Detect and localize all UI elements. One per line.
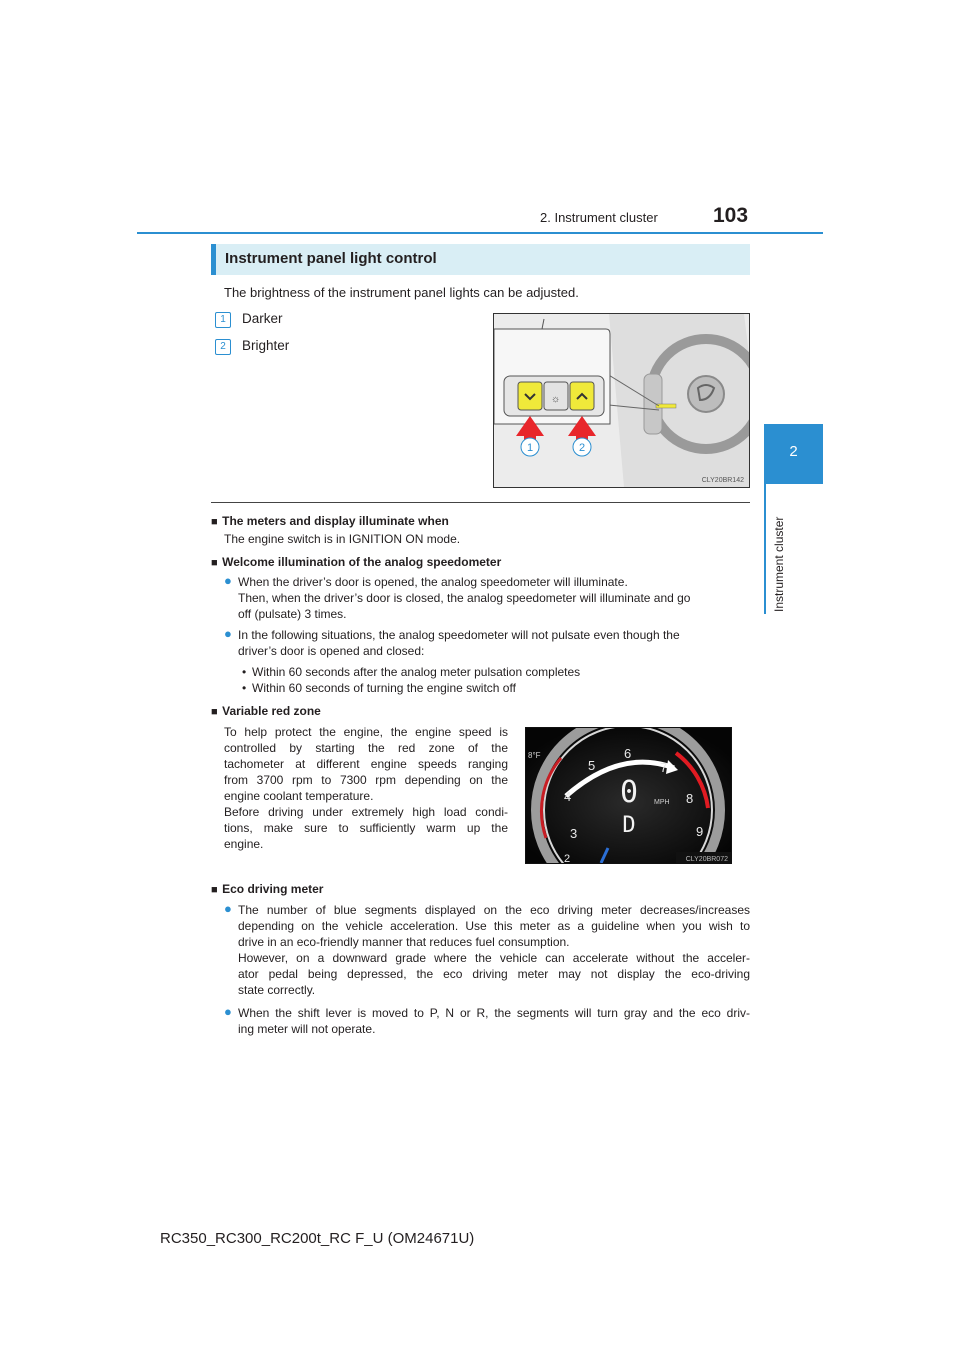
redzone-line: tions, make sure to sufficiently warm up the — [224, 821, 508, 835]
section-title-bar — [211, 244, 750, 275]
dimmer-switch-illustration — [493, 313, 750, 488]
welcome-bullet2-line2: driver’s door is opened and closed: — [238, 644, 425, 658]
redzone-line: from 3700 rpm to 7300 rpm depending on the — [224, 773, 508, 787]
bullet-dot: ● — [224, 573, 232, 588]
welcome-sub-1: Within 60 seconds after the analog meter pulsation completes — [252, 665, 581, 679]
tach-tick-9: 9 — [696, 824, 704, 839]
eco-bullet-1 — [238, 902, 750, 998]
speed-unit: MPH — [654, 799, 670, 806]
section-intro: The brightness of the instrument panel lights can be adjusted. — [224, 285, 579, 300]
note-heading-redzone: ■ Variable red zone — [211, 704, 321, 718]
redzone-line: Before driving under extremely high load condi- — [224, 805, 508, 819]
tach-tick-6: 6 — [624, 746, 632, 761]
item-number-1: 1 — [215, 312, 231, 328]
redzone-paragraph — [224, 724, 508, 852]
tach-tick-5: 5 — [588, 758, 596, 773]
eco-b1-line: state correctly. — [238, 983, 316, 997]
note-heading-welcome: ■ Welcome illumination of the analog speedometer — [211, 555, 502, 569]
tach-tick-2: 2 — [564, 853, 571, 863]
note-heading-eco-text: Eco driving meter — [222, 882, 324, 896]
welcome-bullet2-line1: In the following situations, the analog speedometer will not pulsate even though the — [238, 628, 680, 642]
redzone-line: To help protect the engine, the engine speed is — [224, 725, 508, 739]
gear-indicator: D — [622, 813, 636, 838]
welcome-bullet1-line3: off (pulsate) 3 times. — [238, 607, 347, 621]
dimmer-switch-drawing — [494, 314, 749, 487]
tach-tick-7: 7 — [660, 760, 668, 775]
figure-1-caption: CLY20BR142 — [701, 477, 744, 484]
tach-tick-4: 4 — [564, 789, 572, 804]
item-number-2: 2 — [215, 339, 231, 355]
redzone-line: engine. — [224, 837, 264, 851]
welcome-bullet1-line1: When the driver’s door is opened, the analog speedometer will illuminate. — [238, 575, 628, 589]
note-meters-text: The engine switch is in IGNITION ON mode. — [224, 532, 461, 546]
tachometer-drawing — [526, 728, 731, 863]
redzone-line: engine coolant temperature. — [224, 789, 374, 803]
page-number: 103 — [713, 204, 749, 227]
callout-1: 1 — [526, 442, 534, 454]
callout-2: 2 — [578, 442, 586, 454]
svg-text:☼: ☼ — [551, 394, 561, 405]
section-title: Instrument panel light control — [225, 250, 437, 267]
bullet-dot: ● — [224, 901, 232, 916]
section-divider — [211, 502, 750, 503]
speed-readout: 0 — [619, 775, 639, 810]
redzone-line: controlled by starting the red zone of the — [224, 741, 508, 755]
tach-tick-3: 3 — [570, 826, 578, 841]
note-heading-redzone-text: Variable red zone — [222, 704, 321, 718]
sub-bullet-dot: • — [242, 681, 247, 695]
chapter-tab-label: Instrument cluster — [772, 516, 786, 612]
eco-b1-line: However, on a downward grade where the vehicle can accelerate without the acceler- — [238, 951, 750, 965]
item-label-darker: Darker — [242, 311, 283, 326]
eco-b1-line: ator pedal being depressed, the eco driving meter may not display the eco-driving — [238, 967, 750, 981]
running-header-section: 2. Instrument cluster — [540, 210, 658, 225]
eco-bullet-2 — [238, 1005, 750, 1037]
note-heading-meters: ■ The meters and display illuminate when — [211, 514, 449, 528]
item-label-brighter: Brighter — [242, 338, 290, 353]
eco-b1-line: drive in an eco-friendly manner that reduces fuel consumption. — [238, 935, 570, 949]
eco-b2-line: When the shift lever is moved to P, N or R, the segments will turn gray and the eco driv- — [238, 1006, 750, 1020]
note-heading-welcome-text: Welcome illumination of the analog speedometer — [222, 555, 502, 569]
bullet-dot: ● — [224, 1004, 232, 1019]
footer-model-code: RC350_RC300_RC200t_RC F_U (OM24671U) — [160, 1230, 475, 1247]
figure-2-caption: CLY20BR072 — [685, 856, 728, 863]
tachometer-illustration — [525, 727, 732, 864]
eco-b1-line: depending on the vehicle acceleration. Use this meter as a guideline when you wish to — [238, 919, 750, 933]
chapter-tab: 2 — [764, 424, 823, 484]
tach-tick-8: 8 — [686, 791, 694, 806]
redzone-line: tachometer at different engine speeds ranging — [224, 757, 508, 771]
note-heading-meters-text: The meters and display illuminate when — [222, 514, 449, 528]
eco-b1-line: The number of blue segments displayed on the eco driving meter decreases/increases — [238, 903, 750, 917]
chapter-tab-line — [764, 484, 766, 614]
outside-temp: 8°F — [528, 751, 541, 760]
note-heading-eco: ■ Eco driving meter — [211, 882, 324, 896]
eco-b2-line: ing meter will not operate. — [238, 1022, 376, 1036]
welcome-sub-2: Within 60 seconds of turning the engine switch off — [252, 681, 516, 695]
bullet-dot: ● — [224, 626, 232, 641]
header-rule — [137, 232, 823, 234]
sub-bullet-dot: • — [242, 665, 247, 679]
welcome-bullet1-line2: Then, when the driver’s door is closed, the analog speedometer will illuminate and go — [238, 591, 691, 605]
